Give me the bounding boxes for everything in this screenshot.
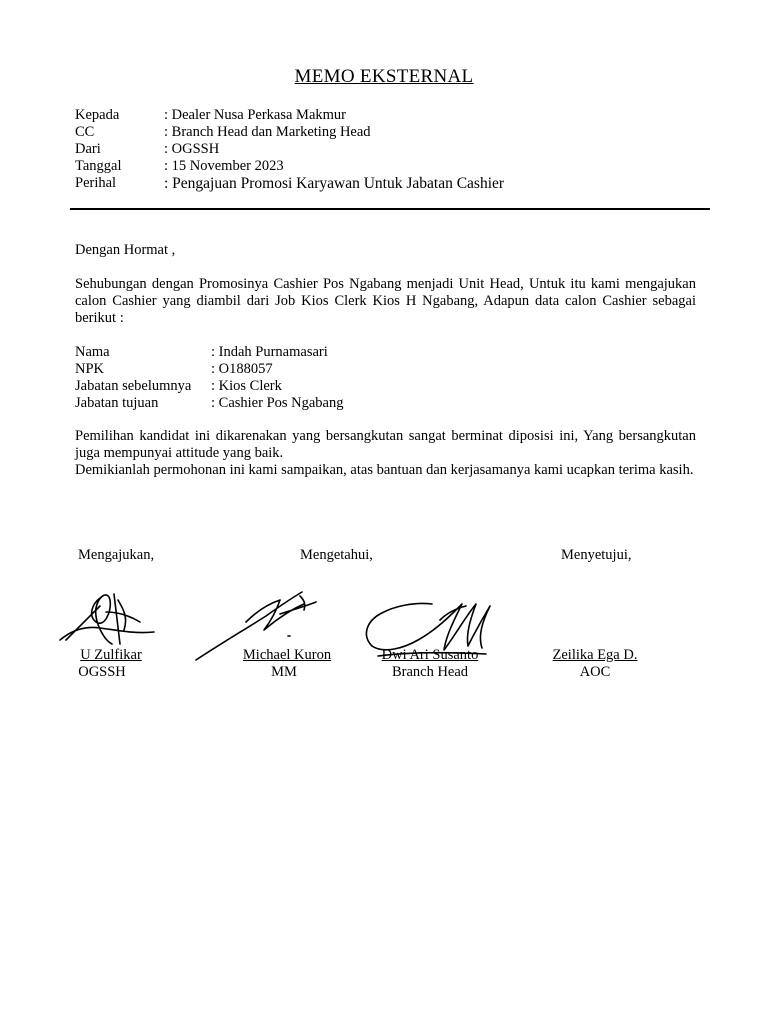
header-label: Perihal [75,175,117,191]
header-label: Tanggal [75,158,122,174]
detail-row-npk [75,361,344,378]
signer-name: U Zulfikar [80,647,142,663]
memo-title: MEMO EKSTERNAL [294,66,474,87]
header-row-perihal [75,175,504,192]
detail-value: : Indah Purnamasari [211,344,328,360]
header-label: Dari [75,141,101,157]
signer-role: AOC [579,664,611,680]
detail-row-nama [75,344,344,361]
greeting: Dengan Hormat , [75,242,176,258]
header-value: : Dealer Nusa Perkasa Makmur [164,107,346,123]
detail-value: : Cashier Pos Ngabang [211,395,344,411]
header-row-cc [75,124,504,141]
label-mengajukan: Mengajukan, [78,547,155,563]
detail-label: NPK [75,361,105,377]
detail-label: Nama [75,344,110,360]
detail-row-jabatan-tujuan [75,395,344,412]
detail-row-jabatan-sebelumnya [75,378,344,395]
header-value: : Branch Head dan Marketing Head [164,124,371,140]
signer-name: Dwi Ari Susanto [381,647,479,663]
header-label: CC [75,124,95,140]
header-row-kepada [75,107,504,124]
header-value: : 15 November 2023 [164,158,284,174]
candidate-details [75,344,344,412]
label-mengetahui: Mengetahui, [300,547,373,563]
signer-role: OGSSH [78,664,126,680]
signer-name: Michael Kuron [242,647,332,663]
paragraph-reason: Pemilihan kandidat ini dikarenakan yang bersangkutan sangat berminat diposisi ini, Yang bersangkutan juga mempunyai attitude yang baik. [75,428,696,461]
header-label: Kepada [75,107,120,123]
detail-label: Jabatan sebelumnya [75,378,192,394]
detail-value: : O188057 [211,361,273,377]
paragraph-closing: Demikianlah permohonan ini kami sampaikan, atas bantuan dan kerjasamanya kami ucapkan terima kasih. [75,462,694,478]
signature-u-zulfikar [60,594,154,644]
header-row-tanggal [75,158,504,175]
header-value: : Pengajuan Promosi Karyawan Untuk Jabatan Cashier [164,175,505,192]
paragraph-intro: Sehubungan dengan Promosinya Cashier Pos Ngabang menjadi Unit Head, Untuk itu kami mengajukan calon Cashier yang diambil dari Job Kios Clerk Kios H Ngabang, Adapun data calon Cashier sebagai berikut : [75,276,696,326]
header-row-dari [75,141,504,158]
signer-name: Zeilika Ega D. [552,647,638,663]
signer-role: Branch Head [391,664,469,680]
header-value: : OGSSH [164,141,220,157]
memo-header [75,107,504,192]
signer-role: MM [271,664,297,680]
detail-value: : Kios Clerk [211,378,282,394]
detail-label: Jabatan tujuan [75,395,159,411]
header-divider [70,208,710,210]
label-menyetujui: Menyetujui, [561,547,632,563]
